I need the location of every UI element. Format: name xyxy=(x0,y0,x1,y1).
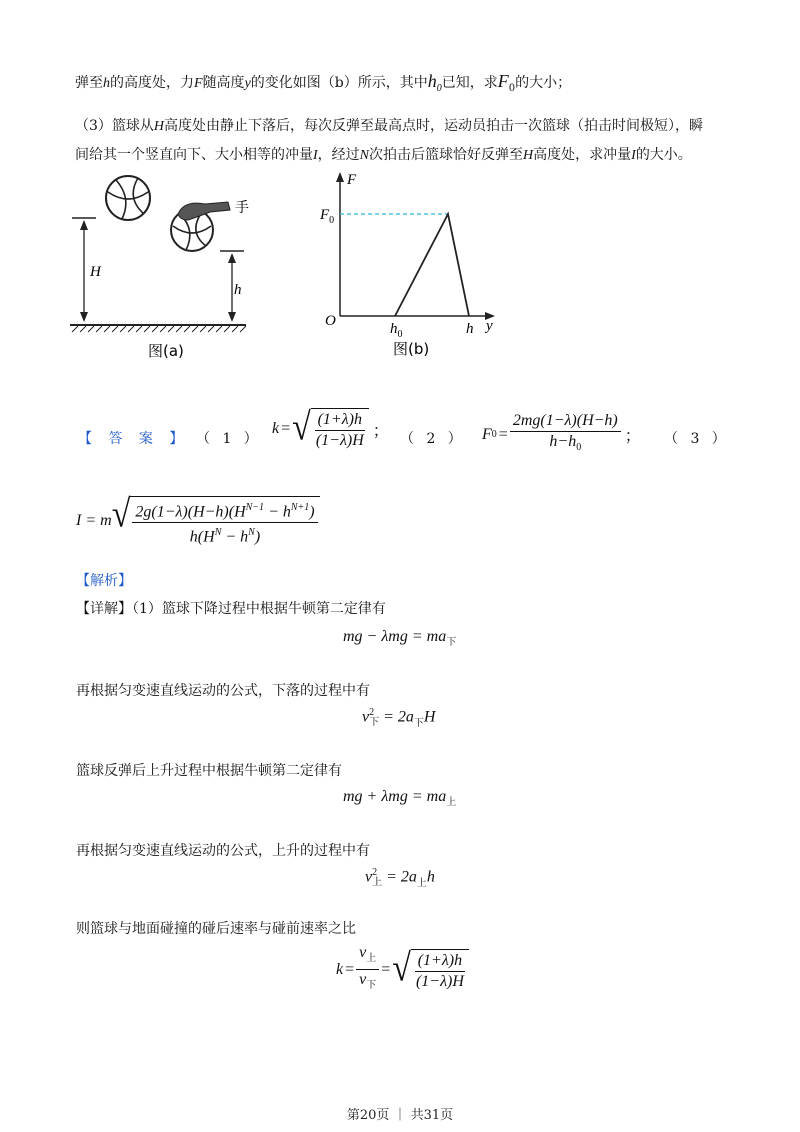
label-H: H xyxy=(90,264,101,280)
equation-k-ratio: k = $\frac{v_上}{v_下}$ = √ $\frac{(1+\lambda)h}{(1-\lambda)H}$ xyxy=(336,944,469,995)
analysis-text-3: 篮球反弹后上升过程中根据牛顿第二定律有 xyxy=(76,763,342,779)
answer-part-1-label: （ 1 ） xyxy=(196,431,262,447)
equation-2: v 2 下 = $2a_下H$ xyxy=(362,707,436,729)
page-footer: 第20页 ｜ 共31页 xyxy=(346,1108,454,1123)
tick-label-h0: $h_0$ xyxy=(390,321,403,340)
question-3-line-1: （3）篮球从H高度处由静止下落后，每次反弹至最高点时，运动员拍击一次篮球（拍击时间极短），瞬 xyxy=(75,118,704,134)
figure-a-caption: 图(a) xyxy=(148,342,184,360)
analysis-title: 【解析】 xyxy=(76,573,132,589)
equation-3: mg + $\lambda mg = ma_上$ xyxy=(343,788,457,809)
analysis-detail: 【详解】（1）篮球下降过程中根据牛顿第二定律有 xyxy=(76,601,386,617)
origin-label: O xyxy=(325,313,336,329)
question-3-line-2: 间给其一个竖直向下、大小相等的冲量I，经过N次拍击后篮球恰好反弹至H高度处，求冲量I的大小。 xyxy=(75,147,692,163)
equation-4: v 2 上 = $2a_上h$ xyxy=(365,867,435,889)
axis-label-F: F xyxy=(347,172,357,188)
answer-part-2-label: （ 2 ） xyxy=(400,431,466,447)
answer-label: 【 答 案 】 xyxy=(78,431,190,447)
hand-label: 手 xyxy=(235,200,249,216)
answer-k-formula: k = √ $\frac{(1+\lambda)h}{(1-\lambda)H}$ ； xyxy=(272,406,389,449)
analysis-text-4: 再根据匀变速直线运动的公式，上升的过程中有 xyxy=(76,843,370,859)
tick-label-h: h xyxy=(466,321,474,337)
ground-hatching xyxy=(72,326,246,332)
equation-1: mg − $\lambda mg = ma_下$ xyxy=(343,628,457,649)
figure-a xyxy=(60,170,260,370)
axis-label-y: y xyxy=(486,318,493,334)
label-h: h xyxy=(234,282,242,298)
tick-label-F0: $F_0$ xyxy=(320,207,335,226)
analysis-text-2: 再根据匀变速直线运动的公式，下落的过程中有 xyxy=(76,683,370,699)
answer-I-formula: I = m √ $\frac{2g(1-\lambda)(H-h)(H^{N-1} - h^{N+1})}{h(H^N - h^N)}$ xyxy=(76,496,320,547)
figure-b xyxy=(315,168,505,368)
answer-part-3-label: （ 3 ） xyxy=(664,431,730,447)
question-line-1: 弹至h的高度处，力F随高度y的变化如图（b）所示，其中$h_0$已知，求$F_0$的大小； xyxy=(75,71,572,94)
analysis-text-5: 则篮球与地面碰撞的碰后速率与碰前速率之比 xyxy=(76,921,356,937)
basketball-upper-icon xyxy=(106,176,150,220)
answer-F0-formula: F 0 = $\frac{2mg(1-\lambda)(H-h)}{h-h_0}$ ； xyxy=(482,412,641,454)
figure-b-caption: 图(b) xyxy=(393,340,430,358)
force-curve xyxy=(395,214,469,316)
basketball-hand-icon xyxy=(171,202,230,251)
